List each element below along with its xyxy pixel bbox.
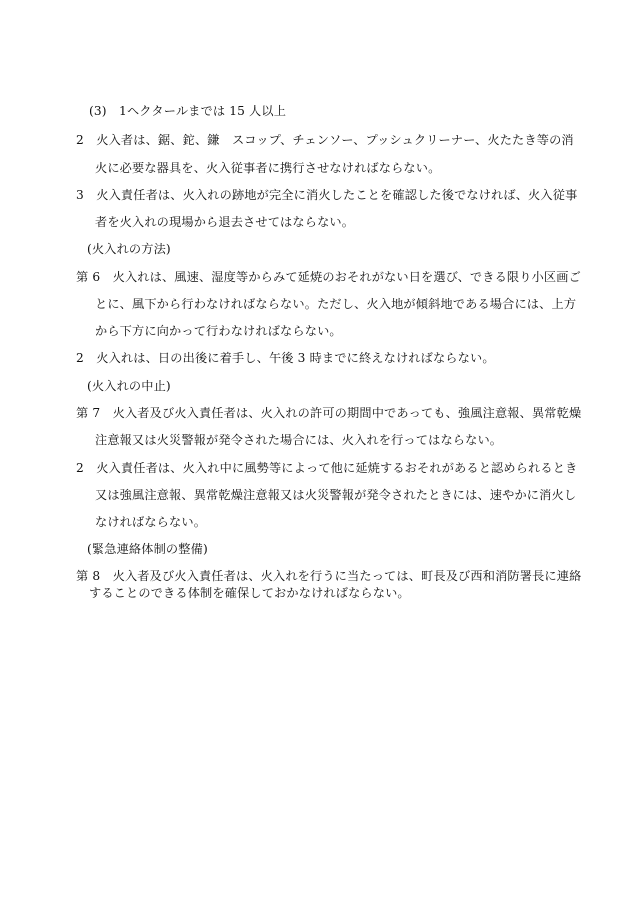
paragraph-2-line-2: 火に必要な器具を、火入従事者に携行させなければならない。 <box>95 161 441 175</box>
article-6-line-2: とに、風下から行わなければならない。ただし、火入地が傾斜地である場合には、上方 <box>95 297 577 311</box>
paragraph-2-line-1: 2 火入者は、鋸、鉈、鎌 スコップ、チェンソー、プッシュクリーナー、火たたき等の消 <box>76 133 574 147</box>
article-7-paragraph-2-line-1: 2 火入責任者は、火入れ中に風勢等によって他に延焼するおそれがあると認められるとき <box>76 461 578 475</box>
article-7-paragraph-2-line-3: なければならない。 <box>95 515 207 529</box>
paragraph-3-line-1: 3 火入責任者は、火入れの跡地が完全に消火したことを確認した後でなければ、火入従事 <box>76 188 578 202</box>
article-6-line-1: 第 6 火入れは、風速、湿度等からみて延焼のおそれがない日を選び、できる限り小区画ご <box>76 270 581 284</box>
article-7-paragraph-2-line-2: 又は強風注意報、異常乾燥注意報又は火災警報が発令されたときには、速やかに消火し <box>95 488 577 502</box>
section-heading-method: (火入れの方法) <box>87 242 171 256</box>
item-3-staffing: (3) 1ヘクタールまでは 15 人以上 <box>89 104 287 118</box>
article-7-line-2: 注意報又は火災警報が発令された場合には、火入れを行ってはならない。 <box>95 433 503 447</box>
article-6-line-3: から下方に向かって行わなければならない。 <box>95 324 342 338</box>
section-heading-emergency-contact: (緊急連絡体制の整備) <box>87 542 208 556</box>
paragraph-3-line-2: 者を火入れの現場から退去させてはならない。 <box>95 215 355 229</box>
article-8-line-2: することのできる体制を確保しておかなければならない。 <box>89 586 410 600</box>
article-6-paragraph-2: 2 火入れは、日の出後に着手し、午後 3 時までに終えなければならない。 <box>76 351 495 365</box>
article-7-line-1: 第 7 火入者及び火入責任者は、火入れの許可の期間中であっても、強風注意報、異常乾燥 <box>76 406 582 420</box>
article-8-line-1: 第 8 火入者及び火入責任者は、火入れを行うに当たっては、町長及び西和消防署長に連絡 <box>76 569 582 583</box>
section-heading-suspension: (火入れの中止) <box>87 379 171 393</box>
